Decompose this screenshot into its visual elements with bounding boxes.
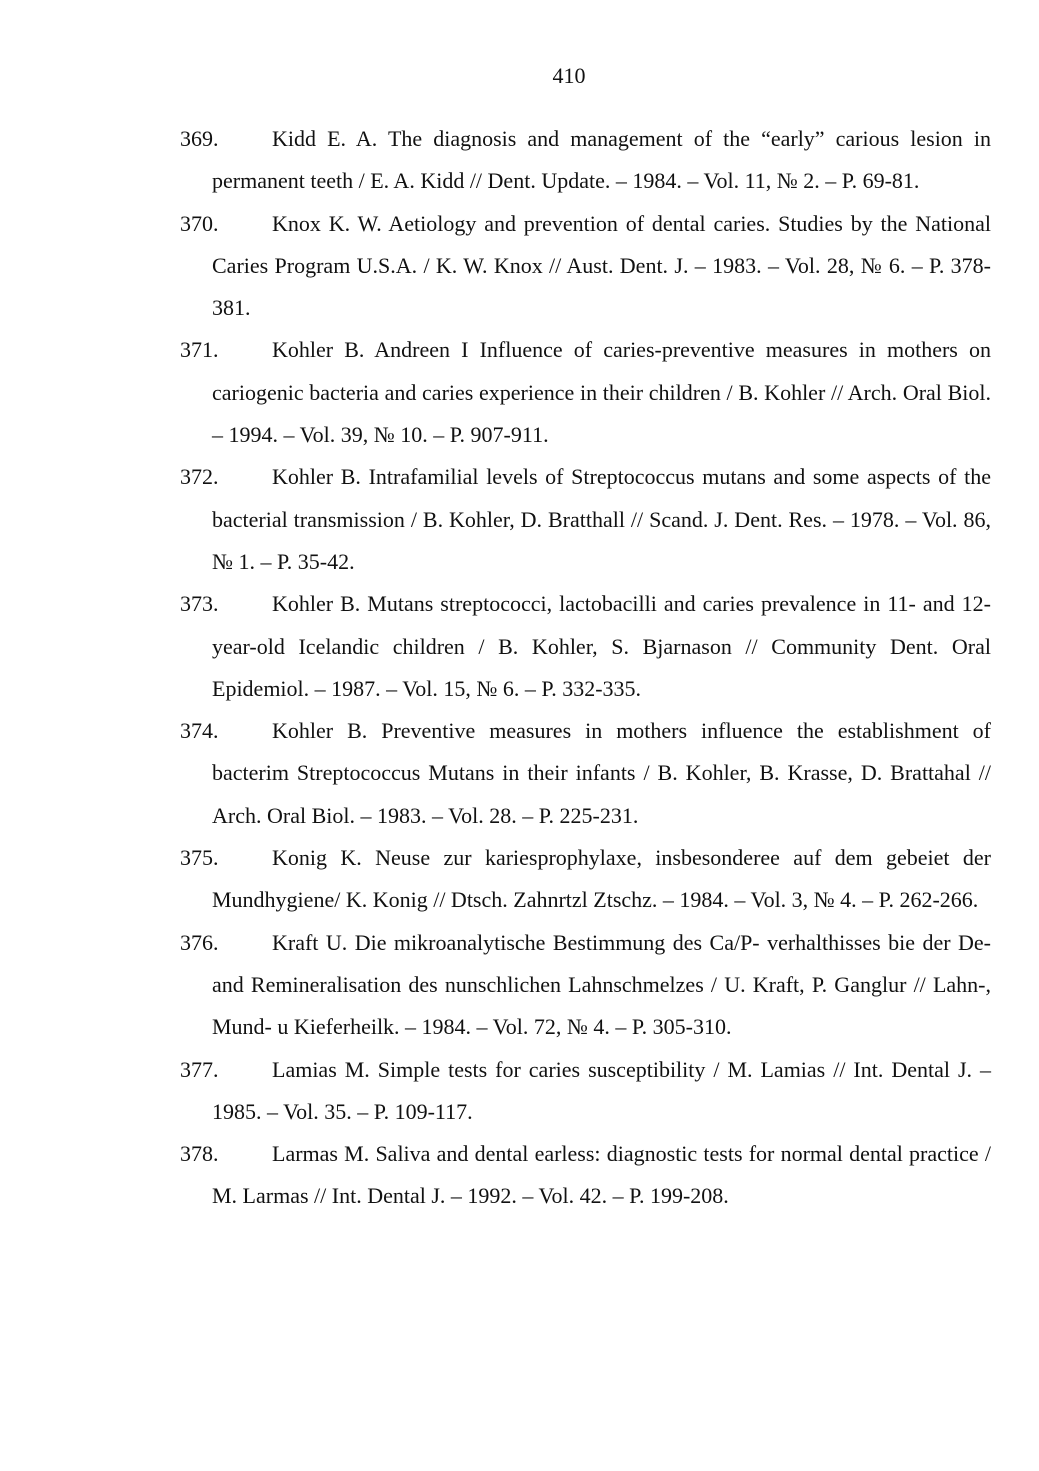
- reference-number: 378.: [180, 1141, 219, 1167]
- reference-number: 373.: [180, 591, 219, 617]
- reference-text: Kohler B. Andreen I Influence of caries-preventive measures in mothers on cariogenic bacteria and caries experience in their children / B. Kohler // Arch. Oral Biol. – 1994. – Vol. 39, № 10. – P. 907-911.: [212, 337, 991, 448]
- reference-item: [180, 837, 991, 922]
- reference-list: [180, 118, 991, 1218]
- reference-item: [180, 1133, 991, 1218]
- reference-text: Kohler B. Mutans streptococci, lactobacilli and caries prevalence in 11- and 12-year-old Icelandic children / B. Kohler, S. Bjarnason // Community Dent. Oral Epidemiol. – 1987. – Vol. 15, № 6. – P. 332-335.: [212, 591, 991, 701]
- reference-text: Kraft U. Die mikroanalytische Bestimmung des Ca/P- verhalthisses bie der De-and Remineralisation des nunschlichen Lahnschmelzes / U. Kraft, P. Ganglur // Lahn-, Mund- u Kieferheilk. – 1984. – Vol. 72, № 4. – P. 305-310.: [212, 929, 991, 1040]
- reference-text: Konig K. Neuse zur kariesprophylaxe, insbesonderee auf dem gebeiet der Mundhygiene/ K. Konig // Dtsch. Zahnrtzl Ztschz. – 1984. – Vol. 3, № 4. – P. 262-266.: [212, 845, 991, 913]
- reference-item: [180, 1049, 991, 1134]
- reference-text: Kohler B. Preventive measures in mothers influence the establishment of bacterim Streptococcus Mutans in their infants / B. Kohler, B. Krasse, D. Brattahal // Arch. Oral Biol. – 1983. – Vol. 28. – P. 225-231.: [212, 718, 991, 828]
- reference-number: 377.: [180, 1056, 219, 1082]
- reference-number: 375.: [180, 845, 219, 871]
- reference-text: Lamias M. Simple tests for caries susceptibility / M. Lamias // Int. Dental J. – 1985. – Vol. 35. – P. 109-117.: [212, 1056, 991, 1124]
- page-number: 410: [552, 63, 586, 88]
- reference-item: [180, 118, 991, 203]
- reference-text: Kohler B. Intrafamilial levels of Streptococcus mutans and some aspects of the bacterial transmission / B. Kohler, D. Bratthall // Scand. J. Dent. Res. – 1978. – Vol. 86, № 1. – P. 35-42.: [212, 464, 991, 574]
- reference-number: 374.: [180, 718, 219, 744]
- reference-item: [180, 583, 991, 710]
- reference-number: 371.: [180, 337, 219, 363]
- reference-text: Kidd E. A. The diagnosis and management of the “early” carious lesion in permanent teeth / E. A. Kidd // Dent. Update. – 1984. – Vol. 11, № 2. – P. 69-81.: [212, 126, 991, 194]
- reference-item: [180, 710, 991, 837]
- reference-item: [180, 329, 991, 456]
- reference-item: [180, 456, 991, 583]
- reference-text: Knox K. W. Aetiology and prevention of dental caries. Studies by the National Caries Program U.S.A. / K. W. Knox // Aust. Dent. J. – 1983. – Vol. 28, № 6. – P. 378-381.: [212, 210, 991, 321]
- reference-number: 370.: [180, 210, 219, 236]
- reference-number: 372.: [180, 464, 219, 490]
- reference-text: Larmas M. Saliva and dental earless: diagnostic tests for normal dental practice / M. Larmas // Int. Dental J. – 1992. – Vol. 42. – P. 199-208.: [212, 1141, 991, 1209]
- reference-number: 376.: [180, 929, 219, 955]
- reference-item: [180, 203, 991, 330]
- reference-number: 369.: [180, 126, 219, 151]
- reference-item: [180, 922, 991, 1049]
